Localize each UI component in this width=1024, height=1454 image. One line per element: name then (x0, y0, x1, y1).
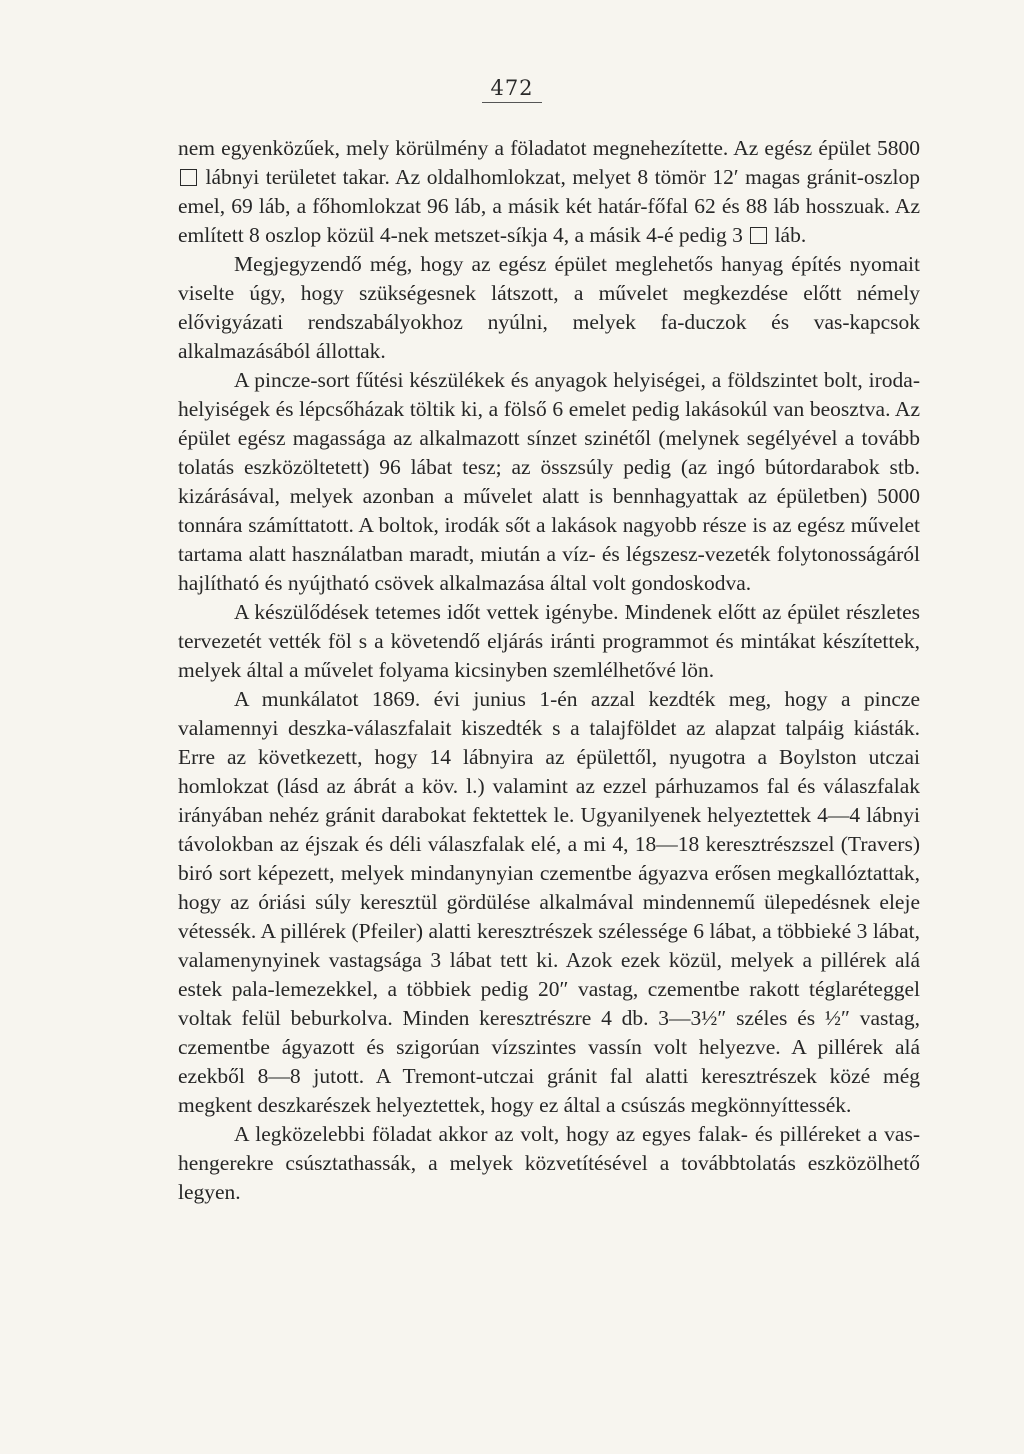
paragraph-6: A legközelebbi föladat akkor az volt, hogy az egyes falak- és pilléreket a vas-hengerekre csúsztathassák, a melyek közvetítésével a továbbtolatás eszközölhető legyen. (178, 1122, 920, 1204)
paragraph-1: nem egyenközűek, mely körülmény a föladatot megnehezítette. Az egész épület 5800 lábnyi területet takar. Az oldalhomlokzat, melyet 8 tömör 12′ magas gránit-oszlop emel, 69 láb, a főhomlokzat 96 láb, a másik két határ-főfal 62 és 88 láb hosszuak. Az említett 8 oszlop közül 4-nek metszet-síkja 4, a másik 4-é pedig 3 láb. (178, 136, 920, 247)
paragraph-4: A készülődések tetemes időt vettek igénybe. Mindenek előtt az épület részletes tervezetét vették föl s a követendő eljárás iránti programmot és mintákat készítettek, melyek által a művelet folyama kicsinyben szemlélhetővé lön. (178, 600, 920, 682)
page-number: 472 (0, 76, 1024, 103)
paragraph-3: A pincze-sort fűtési készülékek és anyagok helyiségei, a földszintet bolt, iroda-helyiségek és lépcsőházak töltik ki, a fölső 6 emelet pedig lakásokúl van beosztva. Az épület egész magassága az alkalmazott sínzet szinétől (melynek segélyével a tovább tolatás eszközöltetett) 96 lábat tesz; az összsúly pedig (az ingó bútordarabok stb. kizárásával, melyek azonban a művelet alatt is bennhagyattak az épületben) 5000 tonnára számíttatott. A boltok, irodák sőt a lakások nagyobb része is az egész művelet tartama alatt használatban maradt, miután a víz- és légszesz-vezeték folytonosságáról hajlítható és nyújtható csövek alkalmazása által volt gondoskodva. (178, 368, 920, 595)
square-symbol-icon (180, 169, 197, 186)
paragraph-5: A munkálatot 1869. évi junius 1-én azzal kezdték meg, hogy a pincze valamennyi deszka-válaszfalait kiszedték s a talajföldet az alapzat talpáig kiásták. Erre az következett, hogy 14 lábnyira az épülettől, nyugotra a Boylston utczai homlokzat (lásd az ábrát a köv. l.) valamint az ezzel párhuzamos fal és válaszfalak irányában nehéz gránit darabokat fektettek le. Ugyanilyenek helyeztettek 4—4 lábnyi távolokban az éjszak és déli válaszfalak elé, a mi 4, 18—18 keresztrészszel (Travers) biró sort képezett, melyek mindanynyian czementbe ágyazva erősen megkallóztattak, hogy az óriási súly keresztül gördülése alkalmával mindennemű ülepedésnek eleje vétessék. A pillérek (Pfeiler) alatti keresztrészek szélessége 6 lábat, a többieké 3 lábat, valamenynyinek vastagsága 3 lábat tett ki. Azok ezek közül, melyek a pillérek alá estek pala-lemezekkel, a többiek pedig 20″ vastag, czementbe rakott téglaréteggel voltak felül beburkolva. Minden keresztrészre 4 db. 3—3½″ széles és ½″ vastag, czementbe ágyazott és szigorúan vízszintes vassín volt helyezve. A pillérek alá ezekből 8—8 jutott. A Tremont-utczai gránit fal alatti keresztrészek közé még megkent deszkarészek helyeztettek, hogy ez által a csúszás megkönnyíttessék. (178, 687, 920, 1117)
square-symbol-icon (750, 227, 767, 244)
body-text (178, 134, 920, 1207)
paragraph-2: Megjegyzendő még, hogy az egész épület meglehetős hanyag építés nyomait viselte úgy, hogy szükségesnek látszott, a művelet megkezdése előtt némely elővigyázati rendszabályokhoz nyúlni, melyek fa-duczok és vas-kapcsok alkalmazásából állottak. (178, 252, 920, 363)
